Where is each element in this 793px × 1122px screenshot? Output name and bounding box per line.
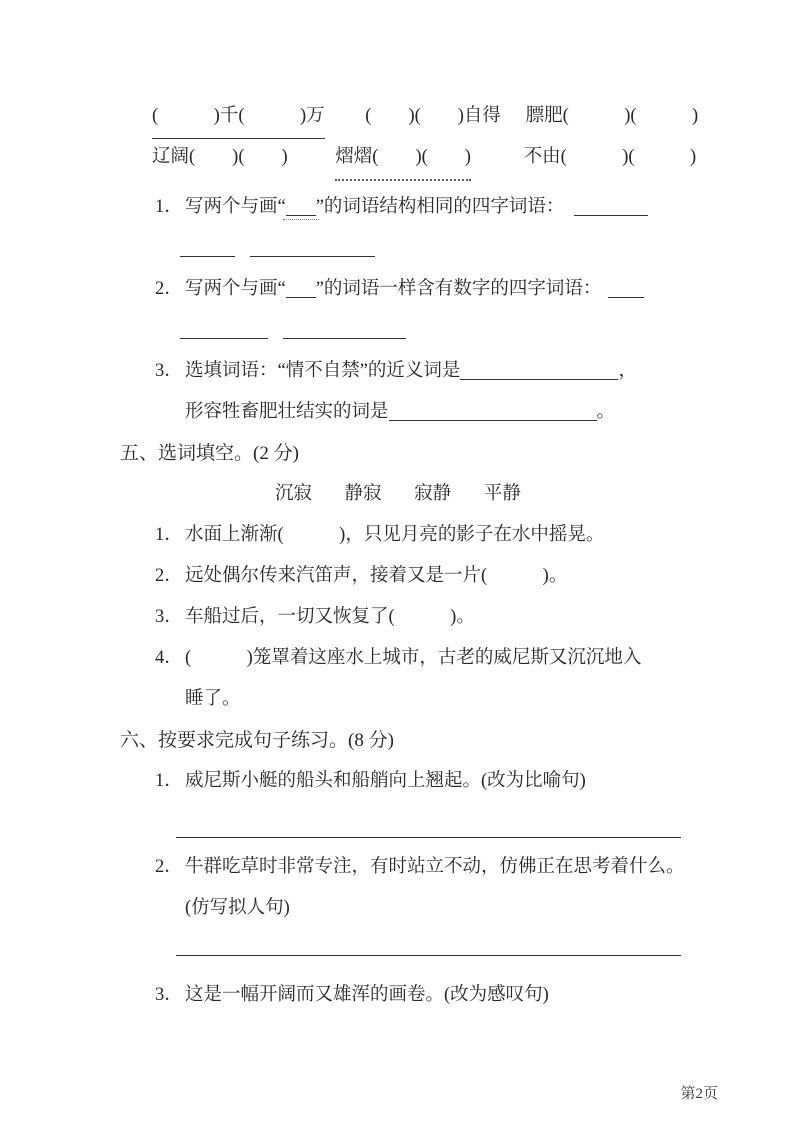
answer-blank: [180, 334, 268, 339]
question-number: 3．: [155, 361, 183, 381]
question-instruction: (仿写拟人句): [185, 898, 290, 918]
section-6-heading: 六、按要求完成句子练习。(8 分): [120, 730, 394, 751]
question-text-post: ”的词语结构相同的四字词语：: [315, 197, 565, 217]
word-row-2: [152, 137, 697, 178]
question-6-2: [155, 847, 685, 888]
question-text: 威尼斯小艇的船头和船艄向上翘起。(改为比喻句): [185, 771, 586, 791]
question-6-2-continued: [185, 888, 681, 929]
comma: ，: [618, 361, 637, 381]
question-5-2: [155, 556, 681, 597]
word-blank-zide: ( )( )自得: [365, 106, 501, 126]
question-4-3-continued: [185, 392, 681, 433]
word-blank-yiyi: 熠熠( )( ): [335, 137, 471, 181]
word-blank-biaofei: 膘肥( )( ): [525, 106, 699, 126]
question-5-4-continued: [185, 679, 681, 720]
question-number: 2．: [155, 279, 183, 299]
period: 。: [596, 402, 616, 422]
word-bank: [275, 474, 681, 515]
word-bank-item: 平静: [483, 484, 521, 504]
question-5-1: [155, 515, 681, 556]
answer-blank: [389, 416, 597, 421]
question-4-3: [155, 351, 681, 392]
word-blank-thousand-wan: ( )千( )万: [152, 96, 325, 139]
answer-blank: [460, 375, 618, 380]
question-4-1: [155, 187, 681, 228]
question-text-pre: 写两个与画“: [185, 279, 286, 299]
question-text: 选填词语：“情不自禁”的近义词是: [185, 361, 461, 381]
word-bank-item: 沉寂: [275, 484, 313, 504]
question-text: 形容牲畜肥壮结实的词是: [185, 402, 389, 422]
question-5-3: [155, 597, 681, 638]
question-number: 2．: [155, 857, 183, 877]
question-text: 水面上渐渐( )，只见月亮的影子在水中摇晃。: [185, 525, 605, 545]
question-5-4: [155, 638, 681, 679]
word-row-1: [152, 96, 699, 137]
question-number: 1．: [155, 771, 183, 791]
question-number: 1．: [155, 197, 183, 217]
quoted-blank-dotted: [286, 211, 316, 216]
word-blank-liaokuo: 辽阔( )( ): [152, 147, 288, 167]
question-number: 1．: [155, 525, 183, 545]
question-text: 车船过后，一切又恢复了( )。: [185, 607, 475, 627]
question-text: 睡了。: [185, 689, 241, 709]
question-6-1: [155, 761, 681, 802]
question-text: 远处偶尔传来汽笛声，接着又是一片( )。: [185, 566, 568, 586]
question-text-post: ”的词语一样含有数字的四字词语：: [315, 279, 602, 299]
answer-blank: [283, 334, 406, 339]
answer-line: [176, 802, 681, 838]
question-4-1-blanks: [180, 228, 681, 269]
question-4-2: [155, 269, 681, 310]
page-number: 第2页: [680, 1086, 718, 1102]
answer-blank: [574, 211, 648, 216]
question-text-pre: 写两个与画“: [185, 197, 286, 217]
answer-blank: [608, 293, 644, 298]
question-text: 这是一幅开阔而又雄浑的画卷。(改为感叹句): [185, 985, 549, 1005]
answer-line: [176, 929, 681, 956]
word-bank-item: 静寂: [344, 484, 382, 504]
question-number: 3．: [155, 607, 183, 627]
word-blank-buyou: 不由( )( ): [523, 147, 697, 167]
question-text: ( )笼罩着这座水上城市，古老的威尼斯又沉沉地入: [185, 648, 642, 668]
answer-blank: [250, 252, 375, 257]
question-6-3: [155, 975, 681, 1016]
question-number: 3．: [155, 985, 183, 1005]
word-bank-item: 寂静: [414, 484, 452, 504]
quoted-blank-solid: [286, 293, 316, 298]
question-4-2-blanks: [180, 310, 681, 351]
answer-blank: [180, 252, 235, 257]
question-number: 2．: [155, 566, 183, 586]
question-number: 4．: [155, 648, 183, 668]
section-5-heading: 五、选词填空。(2 分): [120, 443, 299, 464]
question-text: 牛群吃草时非常专注，有时站立不动，仿佛正在思考着什么。: [185, 857, 685, 877]
